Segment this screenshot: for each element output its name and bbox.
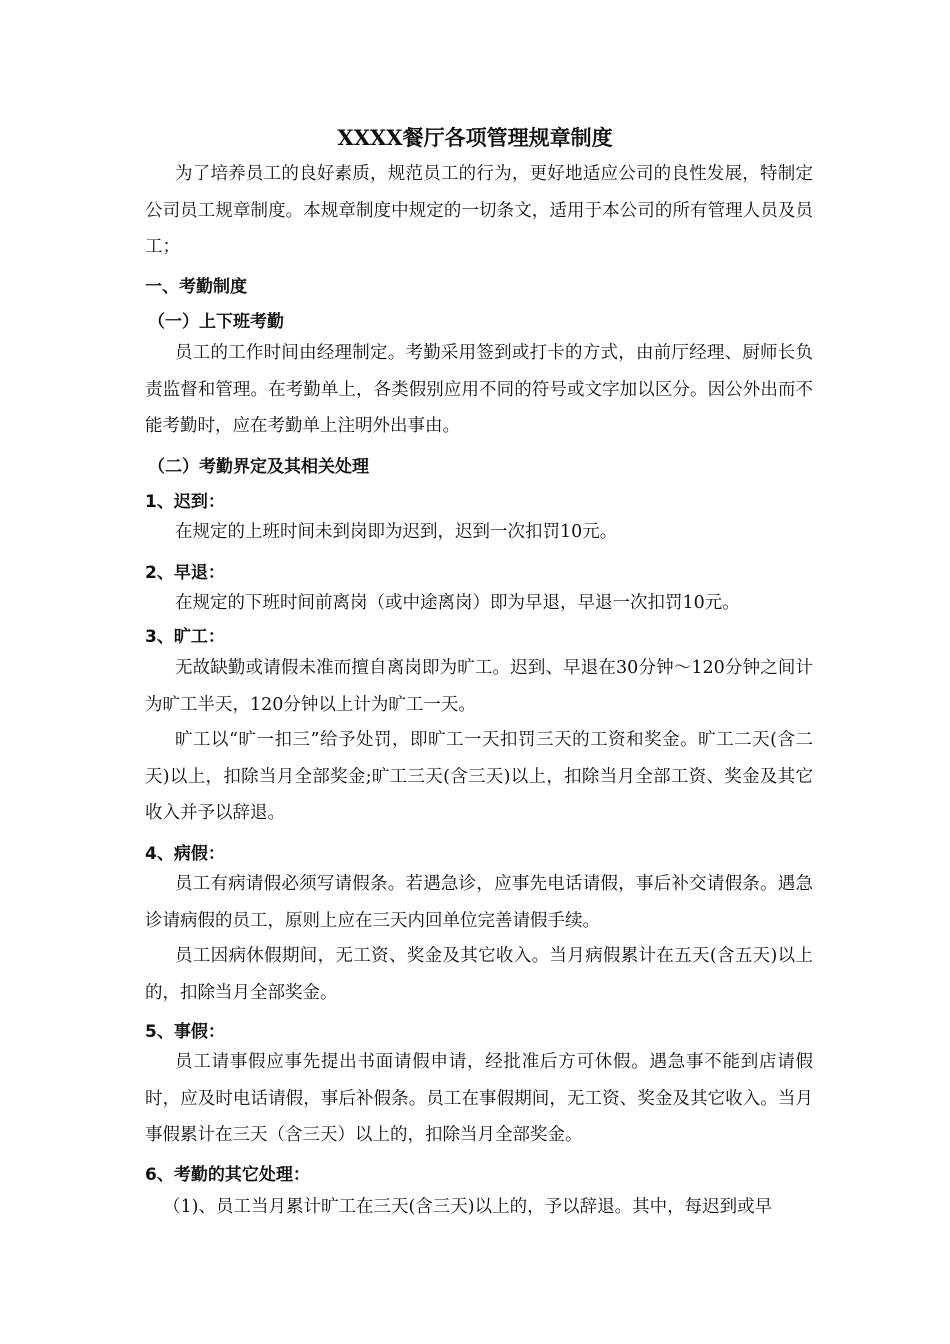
- heading-absent: 3、旷工：: [145, 627, 225, 647]
- clock-in-paragraph: 员工的工作时间由经理制定。考勤采用签到或打卡的方式，由前厅经理、厨师长负责监督和管理。在考勤单上，各类假别应用不同的符号或文字加以区分。因公外出而不能考勤时，应在考勤单上注明外出事由。: [145, 343, 813, 436]
- absent-paragraph-2: 旷工以“旷一扣三”给予处罚，即旷工一天扣罚三天的工资和奖金。旷工二天(含二天)以上，扣除当月全部奖金;旷工三天(含三天)以上，扣除当月全部工资、奖金及其它收入并予以辞退。: [145, 730, 813, 823]
- heading-early-leave: 2、早退：: [145, 563, 225, 583]
- personal-leave-paragraph: 员工请事假应事先提出书面请假申请，经批准后方可休假。遇急事不能到店请假时，应及时电话请假，事后补假条。员工在事假期间，无工资、奖金及其它收入。当月事假累计在三天（含三天）以上的，扣除当月全部奖金。: [145, 1052, 813, 1145]
- heading-sick-leave: 4、病假：: [145, 844, 225, 864]
- sick-leave-paragraph-2: 员工因病休假期间，无工资、奖金及其它收入。当月病假累计在五天(含五天)以上的，扣除当月全部奖金。: [145, 946, 813, 1003]
- sick-leave-paragraph-1: 员工有病请假必须写请假条。若遇急诊，应事先电话请假，事后补交请假条。遇急诊请病假的员工，原则上应在三天内回单位完善请假手续。: [145, 874, 813, 931]
- section-heading-attendance: 一、考勤制度: [145, 277, 247, 297]
- subsection-heading-clock-in: （一）上下班考勤: [148, 312, 284, 332]
- late-paragraph: 在规定的上班时间未到岗即为迟到，迟到一次扣罚10元。: [175, 522, 618, 542]
- intro-paragraph: 为了培养员工的良好素质，规范员工的行为，更好地适应公司的良性发展，特制定公司员工规章制度。本规章制度中规定的一切条文，适用于本公司的所有管理人员及员工；: [145, 164, 813, 257]
- other-attendance-item-1: （1)、员工当月累计旷工在三天(含三天)以上的，予以辞退。其中，每迟到或早: [163, 1197, 773, 1217]
- early-leave-paragraph: 在规定的下班时间前离岗（或中途离岗）即为早退，早退一次扣罚10元。: [175, 593, 740, 613]
- heading-other-attendance: 6、考勤的其它处理：: [145, 1165, 310, 1185]
- heading-personal-leave: 5、事假：: [145, 1022, 225, 1042]
- absent-paragraph-1: 无故缺勤或请假未准而擅自离岗即为旷工。迟到、早退在30分钟～120分钟之间计为旷工半天，120分钟以上计为旷工一天。: [145, 658, 813, 715]
- heading-late: 1、迟到：: [145, 492, 225, 512]
- document-title: XXXX餐厅各项管理规章制度: [337, 125, 613, 150]
- subsection-heading-attendance-definitions: （二）考勤界定及其相关处理: [148, 457, 369, 477]
